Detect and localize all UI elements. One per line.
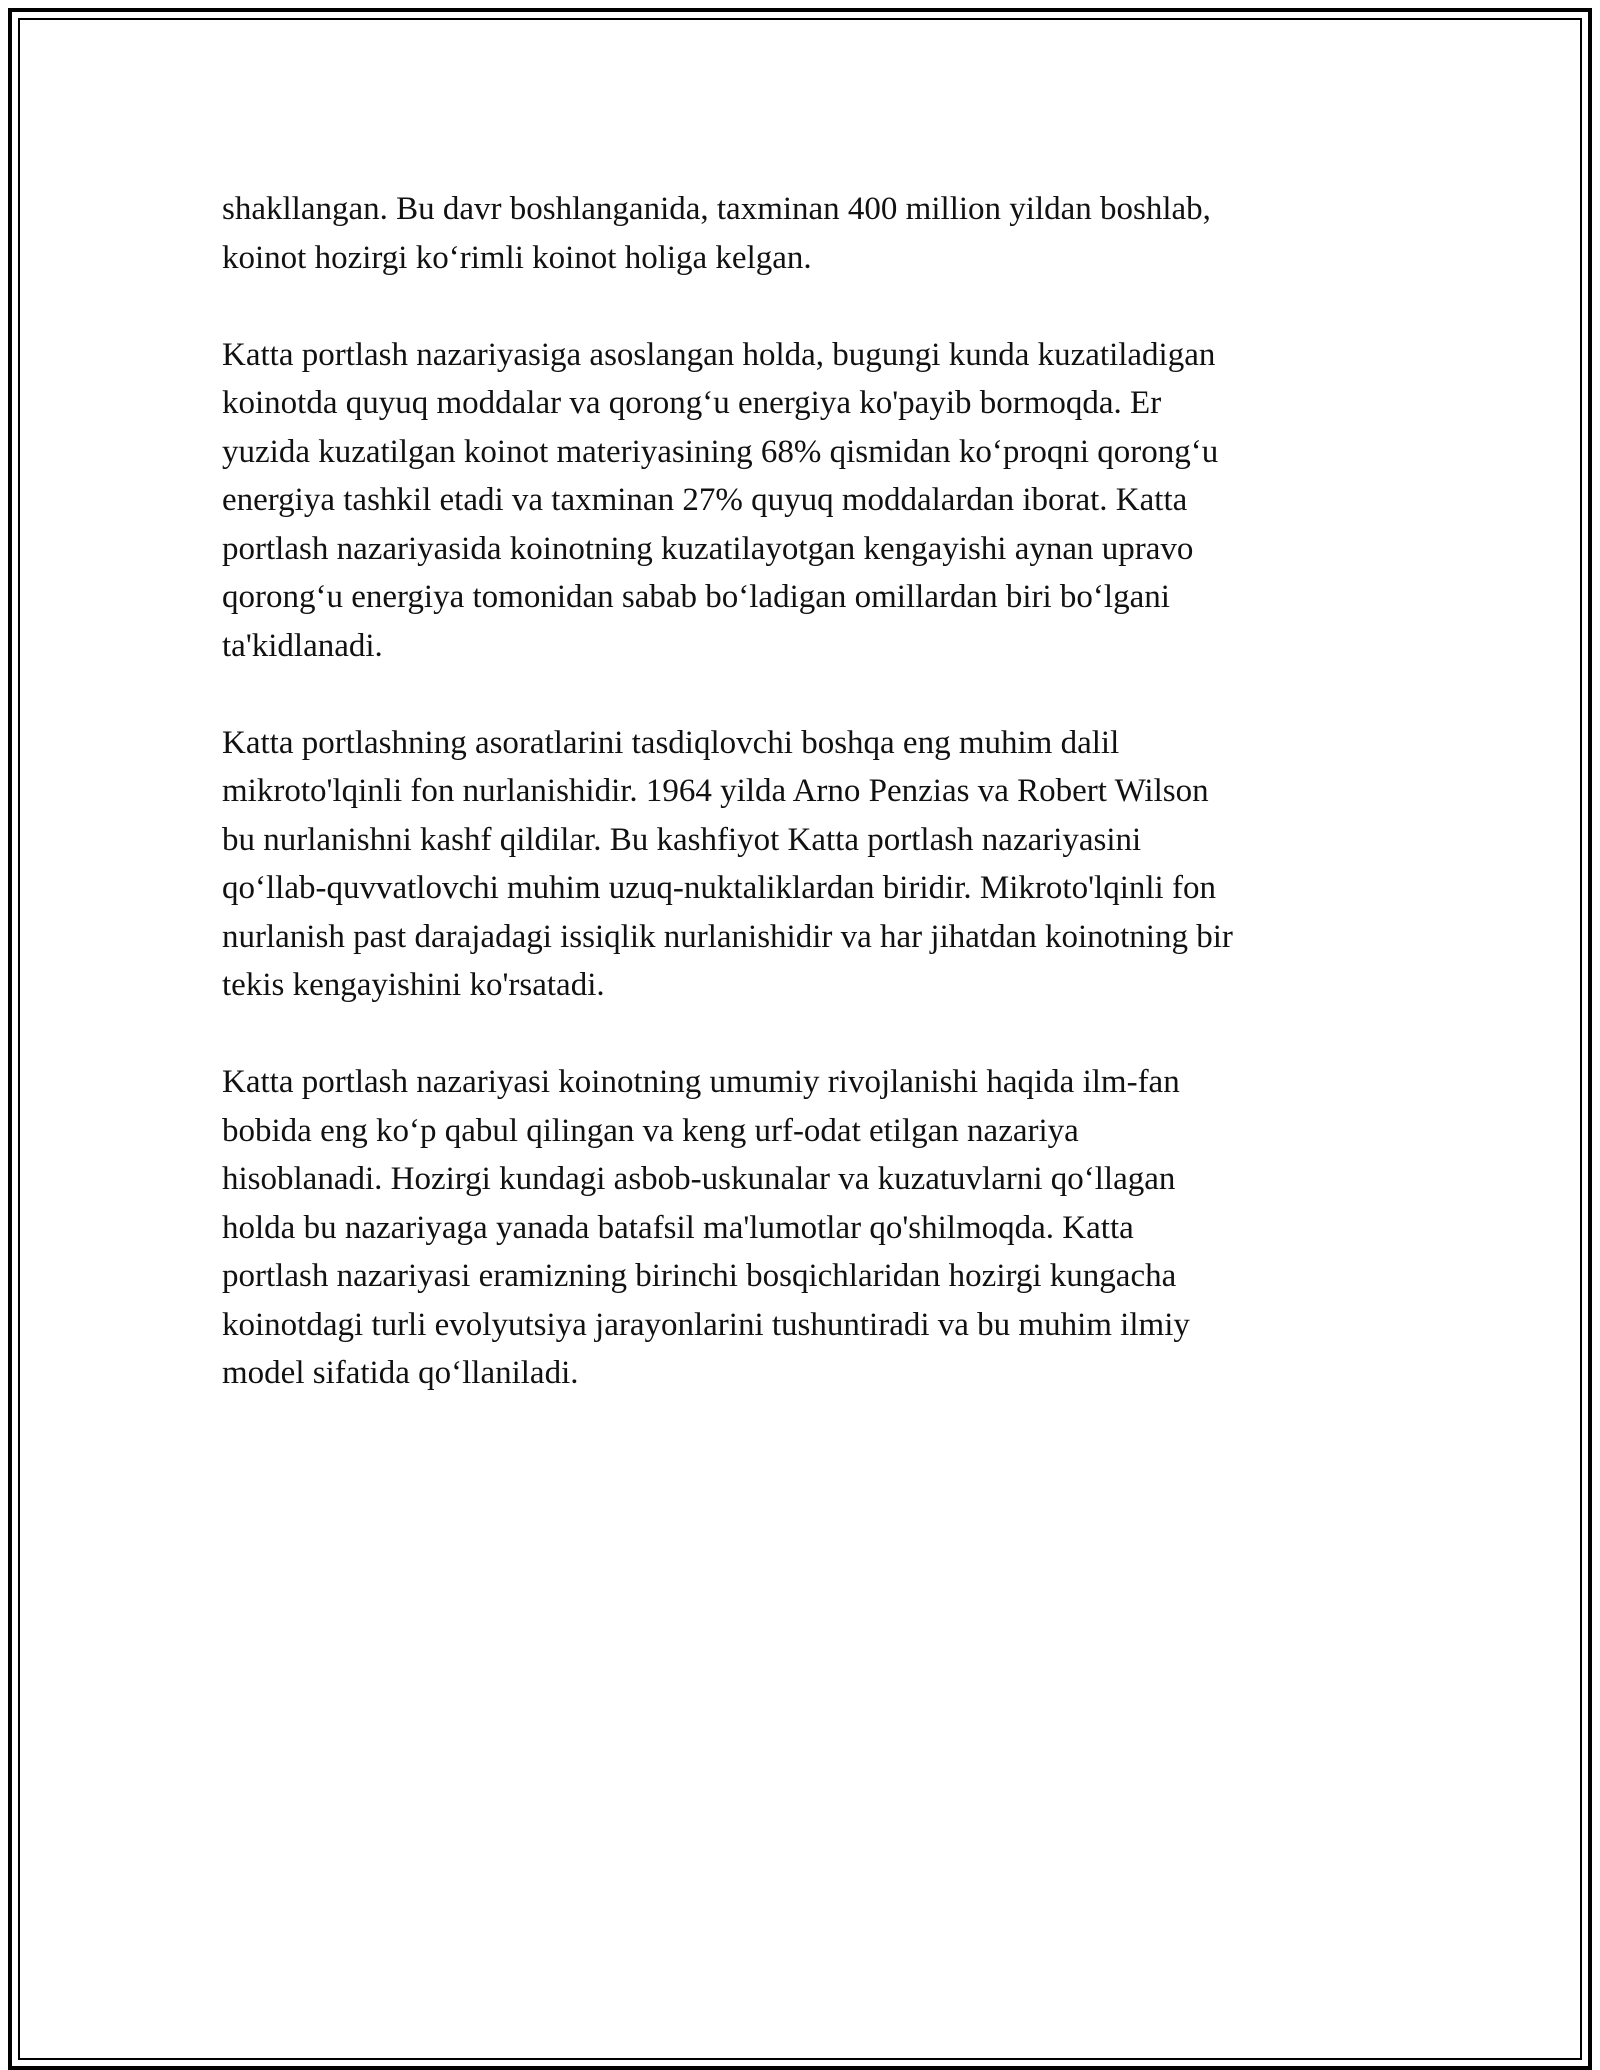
- paragraph: [222, 185, 1362, 282]
- text-line: bobida eng ko‘p qabul qilingan va keng urf-odat etilgan nazariya: [222, 1112, 1079, 1149]
- text-line: ta'kidlanadi.: [222, 627, 383, 664]
- text-line: Katta portlash nazariyasi koinotning umumiy rivojlanishi haqida ilm-fan: [222, 1064, 1180, 1100]
- text-line: shakllangan. Bu davr boshlanganida, taxminan 400 million yildan boshlab,: [222, 191, 1211, 227]
- text-line: model sifatida qo‘llaniladi.: [222, 1355, 579, 1391]
- text-line: koinotdagi turli evolyutsiya jarayonlarini tushuntiradi va bu muhim ilmiy: [222, 1306, 1190, 1343]
- text-line: hisoblanadi. Hozirgi kundagi asbob-uskunalar va kuzatuvlarni qo‘llagan: [222, 1161, 1176, 1197]
- text-line: Katta portlashning asoratlarini tasdiqlovchi boshqa eng muhim dalil: [222, 724, 1120, 761]
- text-line: energiya tashkil etadi va taxminan 27% quyuq moddalardan iborat. Katta: [222, 482, 1188, 518]
- text-line: mikroto'lqinli fon nurlanishidir. 1964 yilda Arno Penzias va Robert Wilson: [222, 773, 1209, 809]
- paragraph: [222, 1058, 1362, 1398]
- paragraph: [222, 719, 1362, 1010]
- text-line: portlash nazariyasida koinotning kuzatilayotgan kengayishi aynan upravo: [222, 530, 1194, 567]
- text-line: holda bu nazariyaga yanada batafsil ma'lumotlar qo'shilmoqda. Katta: [222, 1209, 1134, 1246]
- text-line: bu nurlanishni kashf qildilar. Bu kashfiyot Katta portlash nazariyasini: [222, 821, 1142, 858]
- text-line: yuzida kuzatilgan koinot materiyasining 68% qismidan ko‘proqni qorong‘u: [222, 433, 1219, 470]
- document-body: [222, 185, 1362, 1446]
- text-line: koinotda quyuq moddalar va qorong‘u energiya ko'payib bormoqda. Er: [222, 385, 1162, 421]
- text-line: qorong‘u energiya tomonidan sabab bo‘ladigan omillardan biri bo‘lgani: [222, 579, 1170, 615]
- text-line: qo‘llab-quvvatlovchi muhim uzuq-nuktaliklardan biridir. Mikroto'lqinli fon: [222, 870, 1216, 906]
- paragraph: [222, 331, 1362, 671]
- text-line: tekis kengayishini ko'rsatadi.: [222, 967, 605, 1003]
- text-line: koinot hozirgi ko‘rimli koinot holiga kelgan.: [222, 239, 812, 276]
- text-line: portlash nazariyasi eramizning birinchi bosqichlaridan hozirgi kungacha: [222, 1258, 1177, 1294]
- text-line: nurlanish past darajadagi issiqlik nurlanishidir va har jihatdan koinotning bir: [222, 918, 1233, 955]
- text-line: Katta portlash nazariyasiga asoslangan holda, bugungi kunda kuzatiladigan: [222, 336, 1216, 373]
